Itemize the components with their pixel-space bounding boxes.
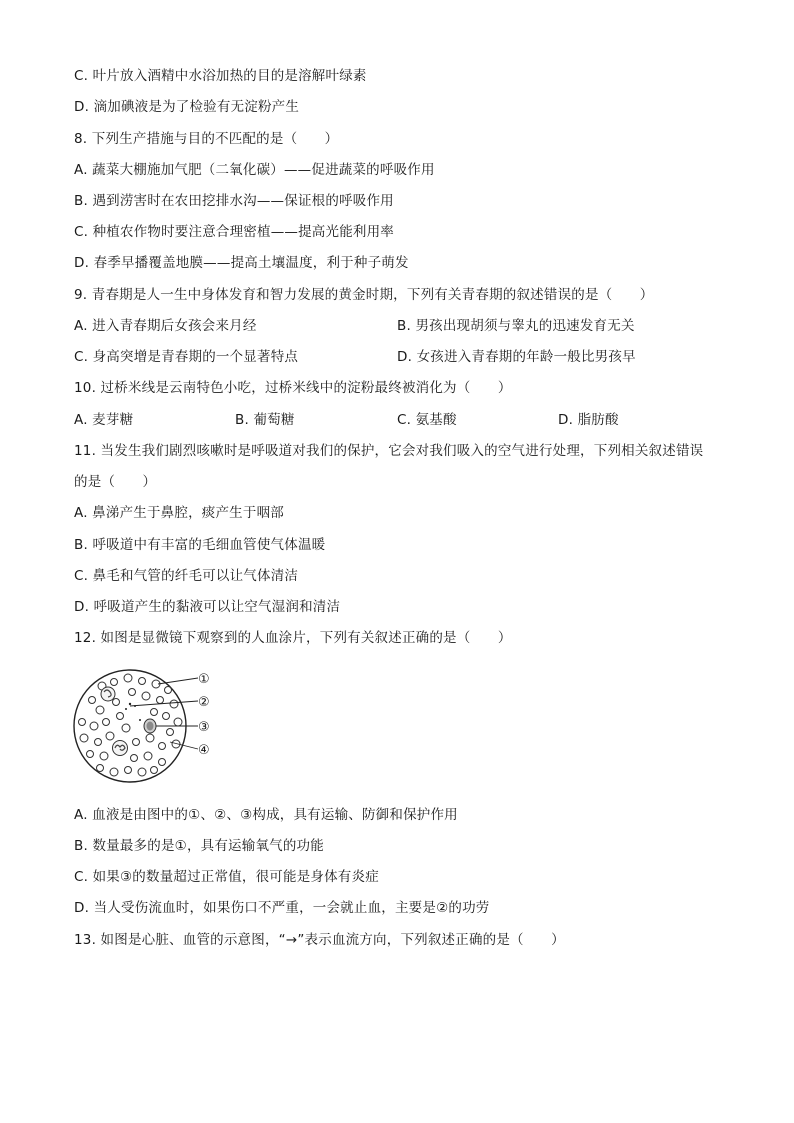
q12-option-b: B. 数量最多的是①，具有运输氧气的功能: [74, 838, 324, 854]
q7-option-c: C. 叶片放入酒精中水浴加热的目的是溶解叶绿素: [74, 68, 367, 84]
q8-option-a: A. 蔬菜大棚施加气肥（二氧化碳）——促进蔬菜的呼吸作用: [74, 162, 435, 178]
q8-option-b: B. 遇到涝害时在农田挖排水沟——保证根的呼吸作用: [74, 193, 394, 209]
q10-option-c: C. 氨基酸: [397, 412, 457, 428]
q12-stem: 12. 如图是显微镜下观察到的人血涂片，下列有关叙述正确的是（ ）: [74, 630, 512, 646]
q10-option-b: B. 葡萄糖: [235, 412, 295, 428]
figure-label-3: ③: [198, 720, 210, 735]
q10-stem: 10. 过桥米线是云南特色小吃，过桥米线中的淀粉最终被消化为（ ）: [74, 380, 512, 396]
q11-stem-line1: 11. 当发生我们剧烈咳嗽时是呼吸道对我们的保护，它会对我们吸入的空气进行处理，下列相关叙述错误: [74, 443, 704, 459]
q12-option-c: C. 如果③的数量超过正常值，很可能是身体有炎症: [74, 869, 379, 885]
q11-option-d: D. 呼吸道产生的黏液可以让空气湿润和清洁: [74, 599, 341, 615]
blood-smear-figure: [70, 664, 220, 786]
q11-option-b: B. 呼吸道中有丰富的毛细血管使气体温暖: [74, 537, 326, 553]
q11-option-a: A. 鼻涕产生于鼻腔，痰产生于咽部: [74, 505, 284, 521]
figure-label-2: ②: [198, 695, 210, 710]
q10-option-d: D. 脂肪酸: [558, 412, 619, 428]
q8-option-d: D. 春季早播覆盖地膜——提高土壤温度，利于种子萌发: [74, 255, 409, 271]
q9-option-d: D. 女孩进入青春期的年龄一般比男孩早: [397, 349, 636, 365]
figure-label-4: ④: [198, 743, 210, 758]
figure-label-1: ①: [198, 672, 210, 687]
q8-stem: 8. 下列生产措施与目的不匹配的是（ ）: [74, 131, 339, 147]
q8-option-c: C. 种植农作物时要注意合理密植——提高光能利用率: [74, 224, 395, 240]
q7-option-d: D. 滴加碘液是为了检验有无淀粉产生: [74, 99, 300, 115]
q9-option-c: C. 身高突增是青春期的一个显著特点: [74, 349, 299, 365]
q9-stem: 9. 青春期是人一生中身体发育和智力发展的黄金时期，下列有关青春期的叙述错误的是（ ）: [74, 287, 654, 303]
q10-option-a: A. 麦芽糖: [74, 412, 134, 428]
q12-option-a: A. 血液是由图中的①、②、③构成，具有运输、防御和保护作用: [74, 807, 458, 823]
q9-option-a: A. 进入青春期后女孩会来月经: [74, 318, 257, 334]
q13-stem: 13. 如图是心脏、血管的示意图，“→”表示血流方向，下列叙述正确的是（ ）: [74, 932, 565, 948]
q11-option-c: C. 鼻毛和气管的纤毛可以让气体清洁: [74, 568, 299, 584]
q11-stem-line2: 的是（ ）: [74, 474, 157, 490]
q9-option-b: B. 男孩出现胡须与睾丸的迅速发育无关: [397, 318, 635, 334]
q12-option-d: D. 当人受伤流血时，如果伤口不严重，一会就止血，主要是②的功劳: [74, 900, 490, 916]
